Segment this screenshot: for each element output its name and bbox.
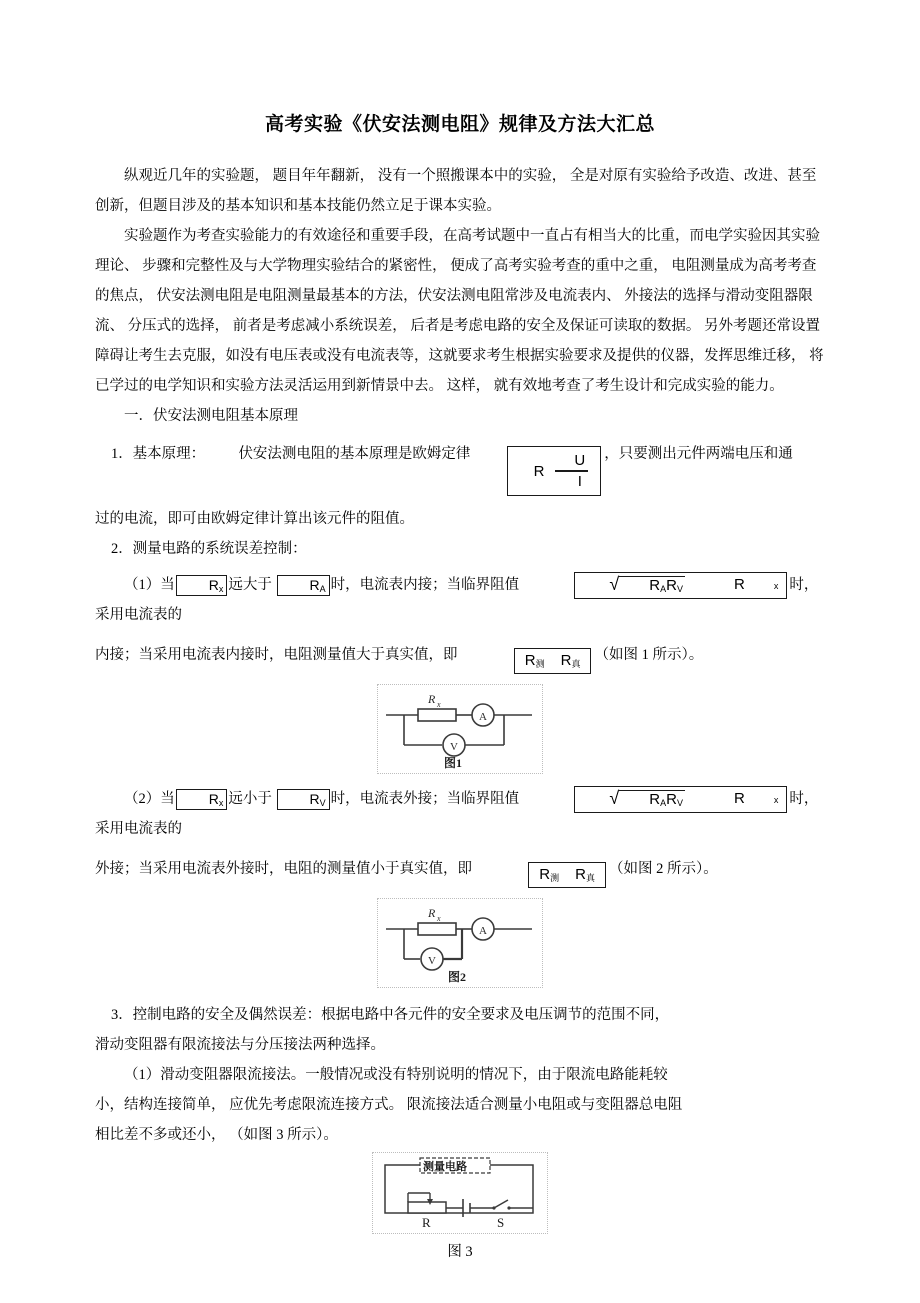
- radicand-rv-base: R: [666, 576, 677, 594]
- formula-ohm-lhs: R: [533, 462, 545, 480]
- sqrt-right-base: R: [734, 576, 745, 594]
- item-1-text-before: 伏安法测电阻的基本原理是欧姆定律: [238, 445, 471, 462]
- sub-2-text-c: 时，电流表外接；当临界阻值: [330, 790, 520, 807]
- formula-rx-1: [176, 575, 228, 596]
- item-3-sub-1-line-2: 小，结构连接简单， 应优先考虑限流连接方式。 限流接法适合测量小电阻或与变阻器总电阻: [95, 1096, 683, 1113]
- sub-1-text-c: 时，电流表内接；当临界阻值: [330, 576, 520, 593]
- figure-3-box-label: 测量电路: [423, 1160, 467, 1173]
- formula-r-compare-1: [514, 648, 592, 674]
- figure-2-frame: [377, 898, 543, 988]
- formula-ra-base: R: [309, 576, 320, 593]
- radicand-rv-sub: V: [676, 583, 683, 594]
- figure-2-ammeter-label: A: [479, 924, 487, 937]
- fraction-numerator: U: [574, 452, 586, 470]
- paragraph-intro-1: 纵观近几年的实验题， 题目年年翻新， 没有一个照搬课本中的实验， 全是对原有实验给予改造、改进、甚至创新，但题目涉及的基本知识和基本技能仍然立足于课本实验。: [95, 167, 817, 214]
- figure-1-rx-sub: x: [437, 699, 441, 709]
- page-title: 高考实验《伏安法测电阻》规律及方法大汇总: [264, 114, 655, 135]
- radical-sign-icon: √: [609, 573, 620, 594]
- sub-item-1-line-1: [95, 570, 825, 630]
- sqrt-right-sub: x: [773, 795, 779, 806]
- sub-2-text-d: 时，采用电流表的: [95, 790, 819, 837]
- formula-rx-base: R: [208, 576, 219, 593]
- sub-1-line2-text-b: （如图 1 所示）。: [594, 646, 704, 663]
- sub-2-text-a: （2）当: [124, 790, 175, 807]
- formula-rv-sub: V: [319, 797, 326, 808]
- formula-rv-base: R: [309, 790, 320, 807]
- item-3-line-1: 3．控制电路的安全及偶然误差：根据电路中各元件的安全要求及电压调节的范围不同，: [110, 1006, 670, 1023]
- formula-r-compare-2: [528, 862, 606, 888]
- compare-left-base: R: [524, 651, 536, 669]
- item-1-line-2: 过的电流，即可由欧姆定律计算出该元件的阻值。: [95, 510, 414, 527]
- figure-3-switch-label: S: [497, 1214, 505, 1230]
- compare-left-sub: 测: [535, 658, 545, 669]
- figure-2-rx-sub: x: [437, 913, 441, 923]
- sqrt-group: [580, 787, 685, 809]
- sub-1-text-b: 远大于: [228, 576, 272, 593]
- radicand-ra-sub: A: [660, 583, 667, 594]
- compare-left-base: R: [539, 865, 551, 883]
- item-3-sub-1-line-1: （1）滑动变阻器限流接法。一般情况或没有特别说明的情况下，由于限流电路能耗较: [124, 1066, 668, 1083]
- sqrt-right-base: R: [734, 790, 745, 808]
- formula-sqrt-critical-2: [574, 786, 787, 814]
- radical-sign-icon: √: [609, 787, 620, 808]
- figure-1-voltmeter-label: V: [450, 740, 458, 753]
- sqrt-radicand: [618, 790, 685, 809]
- formula-sqrt-critical-1: [574, 572, 787, 600]
- item-2-label: 2．测量电路的系统误差控制：: [110, 540, 307, 557]
- figure-2: [95, 898, 825, 988]
- compare-right-sub: 真: [585, 872, 595, 883]
- radicand-ra-base: R: [649, 576, 661, 594]
- formula-ohm-law: [507, 446, 602, 495]
- figure-3: [95, 1152, 825, 1261]
- sub-1-line2-text-a: 内接；当采用电流表内接时，电阻测量值大于真实值，即: [95, 646, 458, 663]
- sub-2-line2-text-a: 外接；当采用电流表外接时，电阻的测量值小于真实值，即: [95, 860, 472, 877]
- sub-item-2-line-1: [95, 784, 825, 844]
- figure-1-frame: [377, 684, 543, 774]
- formula-rx-base: R: [208, 790, 219, 807]
- sqrt-group: [580, 573, 685, 595]
- compare-right-base: R: [575, 865, 586, 883]
- figure-1-rx-label: R: [428, 691, 436, 706]
- formula-fraction-u-over-i: [555, 453, 588, 488]
- circuit-diagram-ammeter-internal: [380, 687, 540, 771]
- compare-left-sub: 测: [550, 872, 560, 883]
- formula-rx-2: [176, 789, 228, 810]
- figure-2-rx-label: R: [428, 905, 436, 920]
- radicand-rv-sub: V: [676, 797, 683, 808]
- item-1-basic-principle: [95, 439, 825, 496]
- formula-ra-sub: A: [319, 583, 326, 594]
- figure-3-caption: 图 3: [447, 1243, 473, 1260]
- sub-1-text-d: 时，采用电流表的: [95, 576, 819, 623]
- formula-rv-2: [277, 789, 330, 810]
- figure-2-voltmeter-label: V: [428, 954, 436, 967]
- figure-1-ammeter-label: A: [479, 710, 487, 723]
- sub-2-text-b: 远小于: [228, 790, 272, 807]
- sub-item-2-line-2: [95, 854, 825, 888]
- formula-ra-1: [277, 575, 330, 596]
- circuit-diagram-ammeter-external: [380, 901, 540, 985]
- circuit-diagram-current-limiting: [375, 1155, 545, 1231]
- sqrt-right-sub: x: [773, 581, 779, 592]
- item-1-label: 1．基本原理：: [110, 445, 206, 462]
- formula-rx-sub: x: [218, 797, 224, 808]
- item-3-line-2: 滑动变阻器有限流接法与分压接法两种选择。: [95, 1036, 385, 1053]
- section-heading-1: 一．伏安法测电阻基本原理: [124, 407, 298, 424]
- figure-1: [95, 684, 825, 774]
- item-3-sub-1-line-3: 相比差不多或还小， （如图 3 所示）。: [95, 1126, 338, 1143]
- figure-3-frame: [372, 1152, 548, 1234]
- radicand-ra-base: R: [649, 790, 661, 808]
- figure-3-rheostat-label: R: [422, 1214, 431, 1230]
- sqrt-radicand: [618, 576, 685, 595]
- sub-2-line2-text-b: （如图 2 所示）。: [608, 860, 718, 877]
- fraction-denominator: I: [577, 472, 582, 490]
- radicand-rv-base: R: [666, 790, 677, 808]
- paragraph-intro-2: 实验题作为考查实验能力的有效途径和重要手段，在高考试题中一直占有相当大的比重，而电学实验因其实验理论、 步骤和完整性及与大学物理实验结合的紧密性， 便成了高考实验考查的重中之重， 电阻测量成为高考考查的焦点， 伏安法测电阻是电阻测量最基本的方法，伏安法测电阻常涉及电流表内、 外接法的选择与滑动变阻器限流、 分压式的选择， 前者是考虑减小系统误差， 后者是考虑电路的安全及保证可读取的数据。 另外考题还常设置障碍让考生去克服，如没有电压表或没有电流表等，这就要求考生根据实验要求及提供的仪器，发挥思维迁移， 将已学过的电学知识和实验方法灵活运用到新情景中去。 这样， 就有效地考查了考生设计和完成实验的能力。: [95, 227, 824, 394]
- compare-right-sub: 真: [571, 658, 581, 669]
- sub-item-1-line-2: [95, 640, 825, 674]
- sub-1-text-a: （1）当: [124, 576, 175, 593]
- compare-right-base: R: [560, 651, 572, 669]
- figure-1-inline-caption: 图1: [444, 755, 463, 770]
- formula-rx-sub: x: [218, 583, 224, 594]
- item-1-text-after: ，只要测出元件两端电压和通: [604, 445, 793, 462]
- figure-2-inline-caption: 图2: [448, 969, 467, 984]
- radicand-ra-sub: A: [660, 797, 667, 808]
